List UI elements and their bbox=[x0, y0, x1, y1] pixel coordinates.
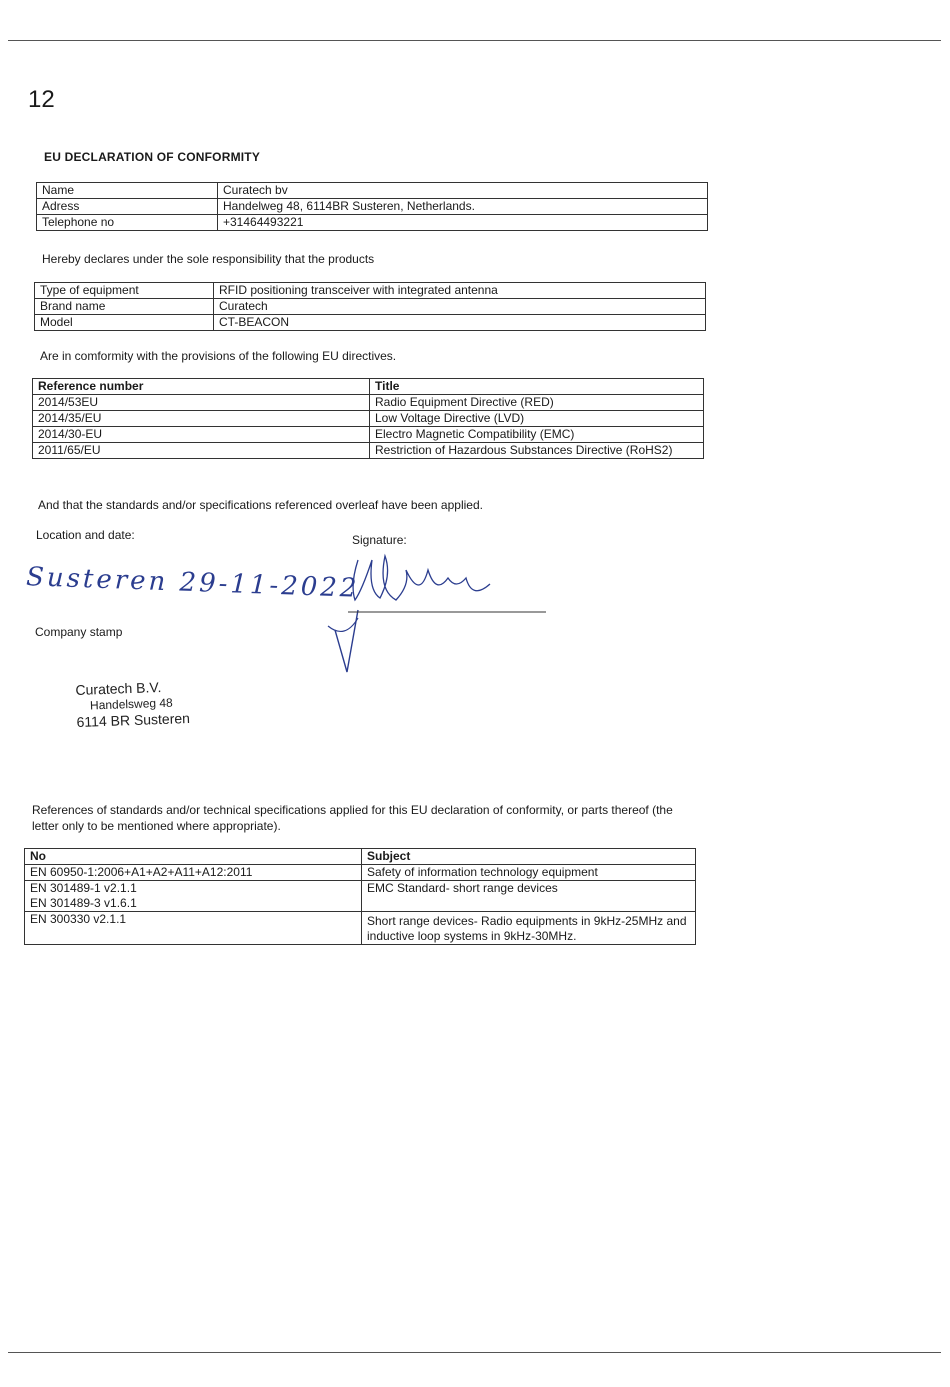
cell-ref: 2011/65/EU bbox=[33, 443, 370, 459]
handwritten-location-date: Susteren 29-11-2022 bbox=[25, 562, 360, 604]
stamp-line-2: Handelsweg 48 bbox=[89, 695, 173, 713]
cell-label: Name bbox=[37, 183, 218, 199]
cell-value: RFID positioning transceiver with integrated antenna bbox=[214, 283, 706, 299]
cell-title: Low Voltage Directive (LVD) bbox=[370, 411, 704, 427]
cell-no: EN 60950-1:2006+A1+A2+A11+A12:2011 bbox=[25, 865, 362, 881]
cell-subject: EMC Standard- short range devices bbox=[362, 881, 696, 912]
cell-subject: Short range devices- Radio equipments in 9kHz-25MHz and inductive loop systems in 9kHz-30MHz. bbox=[362, 912, 696, 945]
cell-label: Adress bbox=[37, 199, 218, 215]
cell-ref: 2014/30-EU bbox=[33, 427, 370, 443]
table-row bbox=[25, 912, 696, 945]
company-stamp-label: Company stamp bbox=[35, 625, 123, 639]
standards-table bbox=[24, 848, 696, 945]
page-number: 12 bbox=[28, 86, 55, 113]
table-header-row bbox=[25, 849, 696, 865]
signature-label: Signature: bbox=[352, 533, 407, 547]
stamp-line-3: 6114 BR Susteren bbox=[76, 710, 191, 730]
standards-applied-text: And that the standards and/or specifications referenced overleaf have been applied. bbox=[38, 498, 483, 512]
stamp-line-1: Curatech B.V. bbox=[75, 678, 162, 698]
conformity-text: Are in comformity with the provisions of the following EU directives. bbox=[40, 349, 397, 363]
cell-title: Radio Equipment Directive (RED) bbox=[370, 395, 704, 411]
table-row bbox=[25, 881, 696, 912]
cell-value: CT-BEACON bbox=[214, 315, 706, 331]
cell-value: Curatech bbox=[214, 299, 706, 315]
header-no: No bbox=[25, 849, 362, 865]
cell-subject: Safety of information technology equipment bbox=[362, 865, 696, 881]
cell-no-line-1: EN 301489-1 v2.1.1 bbox=[30, 881, 137, 895]
cell-title: Restriction of Hazardous Substances Directive (RoHS2) bbox=[370, 443, 704, 459]
header-reference-number: Reference number bbox=[33, 379, 370, 395]
cell-label: Model bbox=[35, 315, 214, 331]
cell-no: EN 300330 v2.1.1 bbox=[25, 912, 362, 945]
company-stamp bbox=[75, 678, 190, 730]
references-text: References of standards and/or technical specifications applied for this EU declaration of conformity, or parts thereof (the letter only to be mentioned where appropriate). bbox=[32, 803, 673, 833]
cell-value: Handelweg 48, 6114BR Susteren, Netherlands. bbox=[218, 199, 708, 215]
cell-ref: 2014/53EU bbox=[33, 395, 370, 411]
cell-label: Type of equipment bbox=[35, 283, 214, 299]
cell-value: Curatech bv bbox=[218, 183, 708, 199]
cell-label: Brand name bbox=[35, 299, 214, 315]
cell-no bbox=[25, 881, 362, 912]
declares-text: Hereby declares under the sole responsibility that the products bbox=[42, 252, 375, 266]
cell-label: Telephone no bbox=[37, 215, 218, 231]
header-subject: Subject bbox=[362, 849, 696, 865]
location-label: Location and date: bbox=[36, 528, 135, 542]
cell-value: +31464493221 bbox=[218, 215, 708, 231]
cell-title: Electro Magnetic Compatibility (EMC) bbox=[370, 427, 704, 443]
bottom-rule bbox=[8, 1352, 941, 1353]
table-row bbox=[25, 865, 696, 881]
cell-no-line-2: EN 301489-3 v1.6.1 bbox=[30, 896, 137, 910]
document-title: EU DECLARATION OF CONFORMITY bbox=[44, 150, 261, 164]
header-title: Title bbox=[370, 379, 704, 395]
cell-ref: 2014/35/EU bbox=[33, 411, 370, 427]
